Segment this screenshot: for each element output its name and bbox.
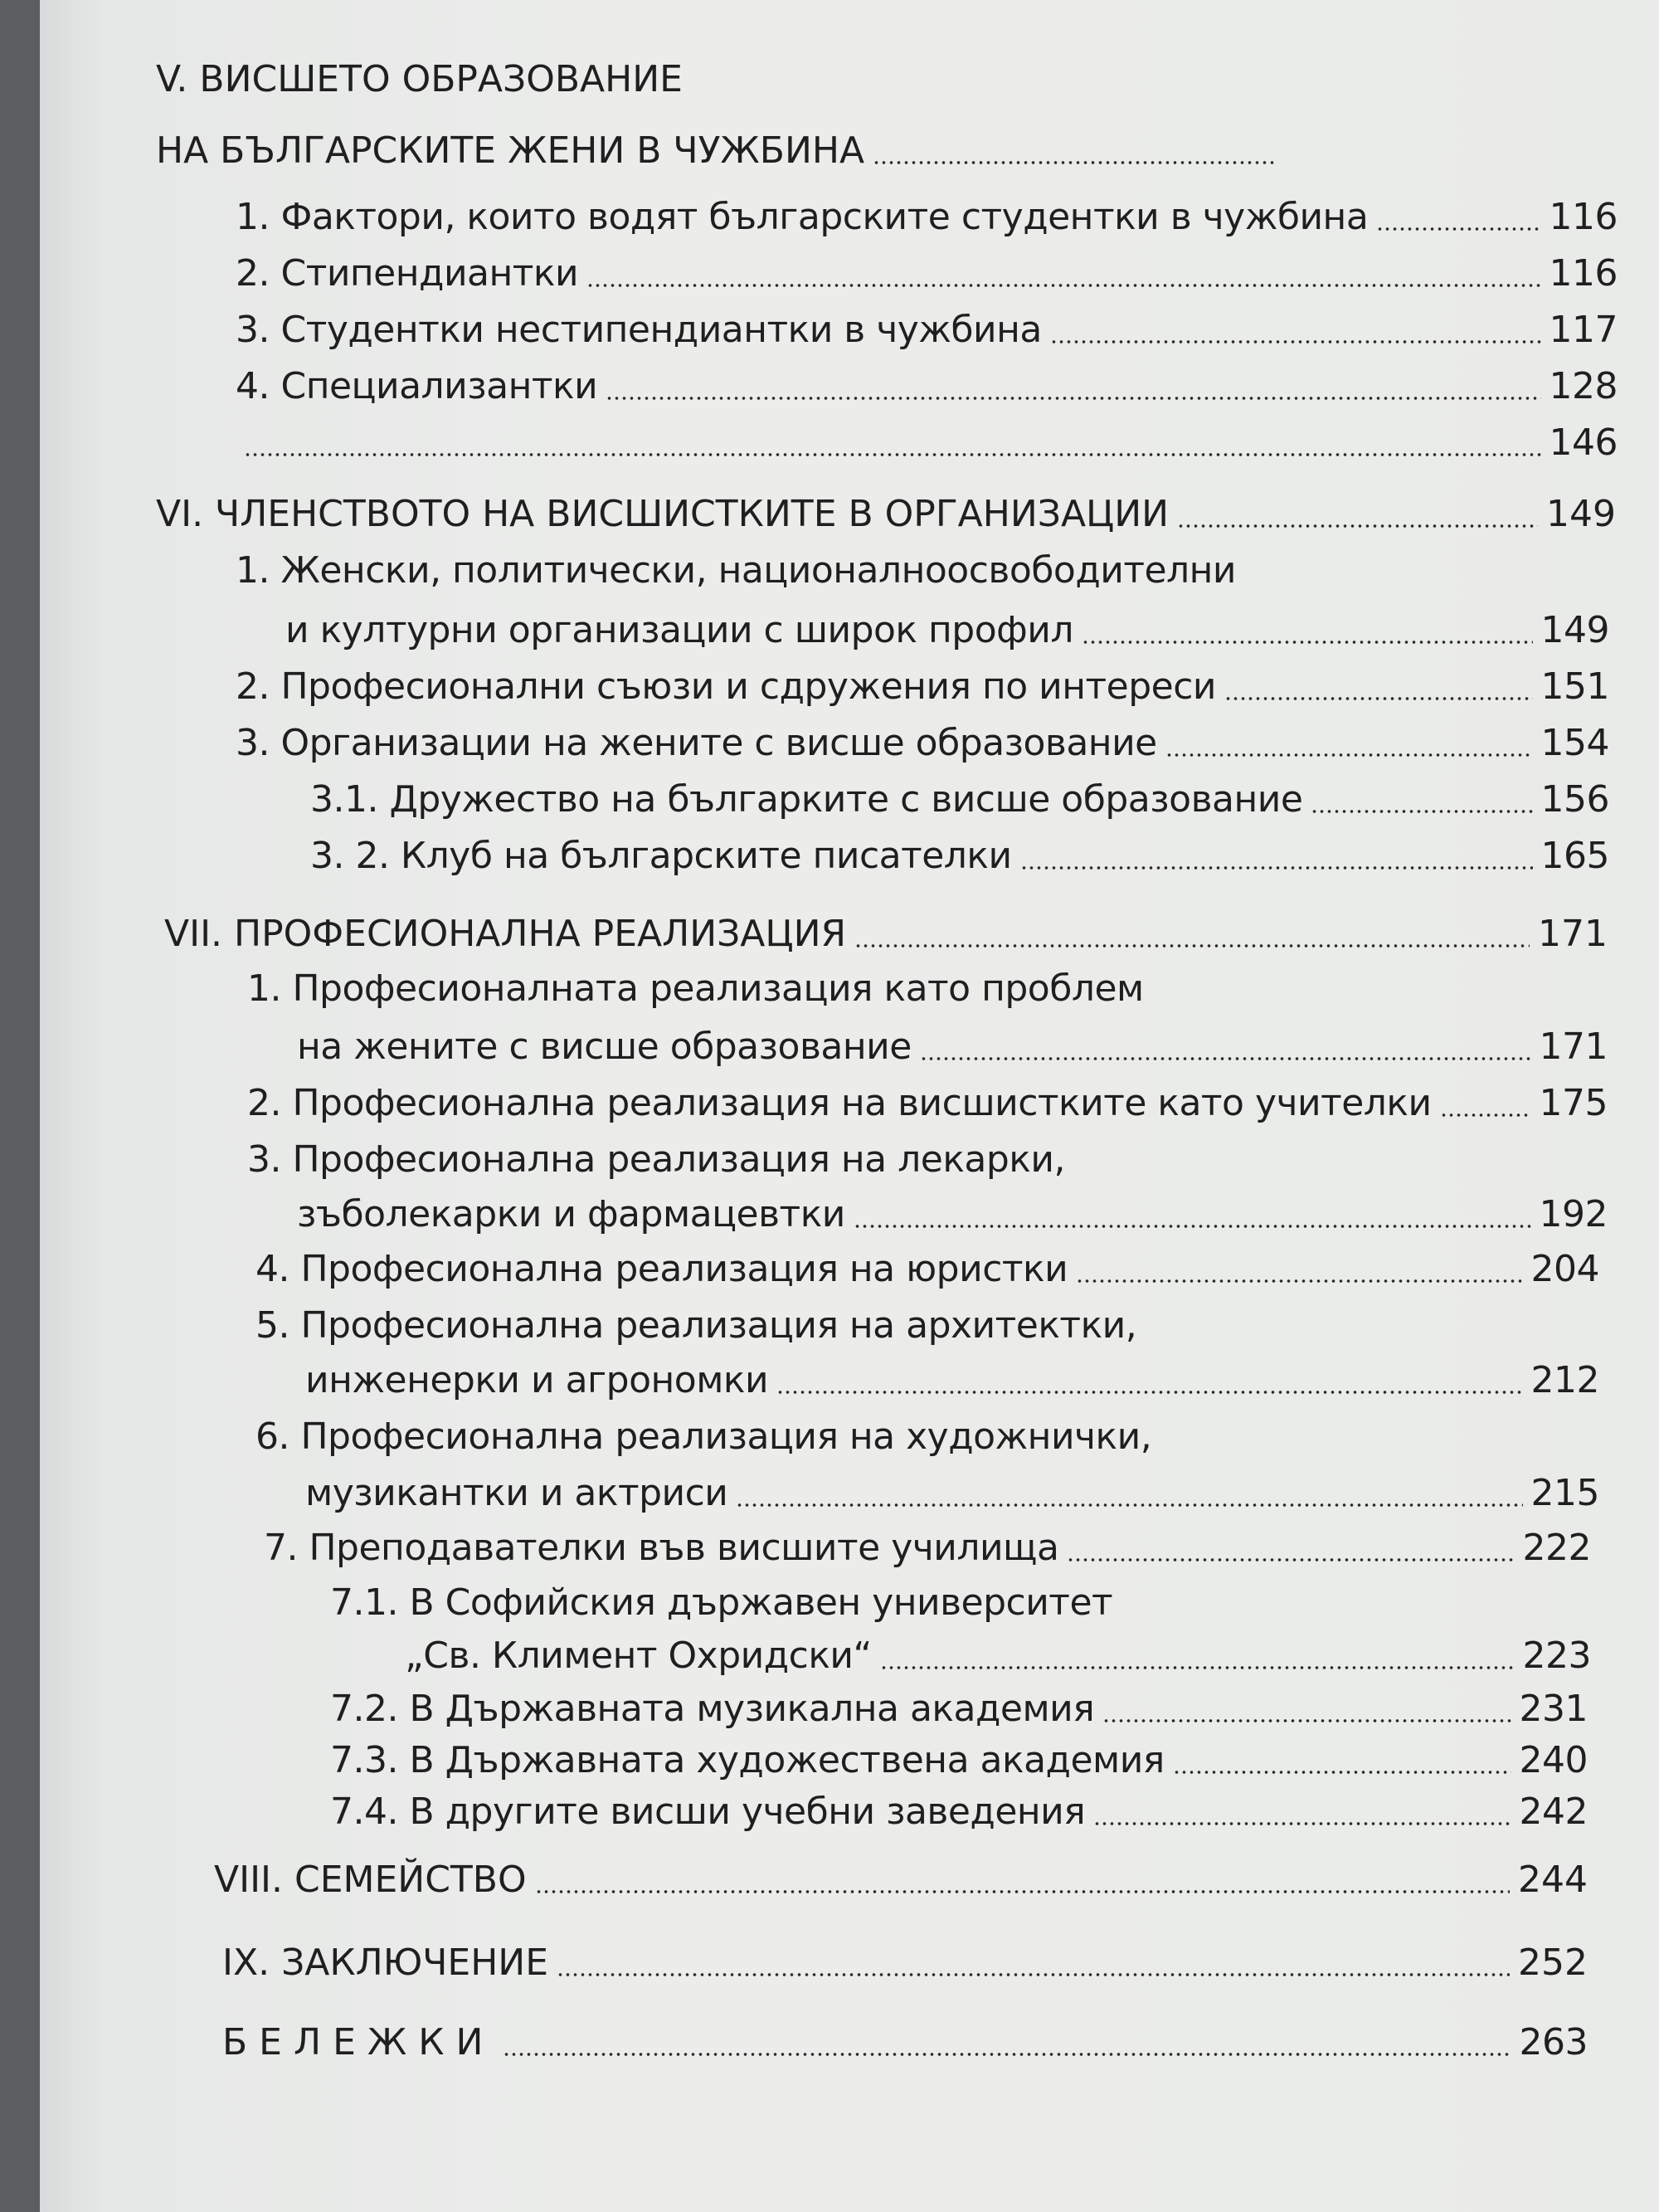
dot-leader [1177,524,1538,528]
toc-entry-trailing [236,418,1618,468]
toc-entry-label: 7.3. В Държавната художествена академия [330,1739,1165,1781]
toc-entry-label: 2. Професионална реализация на висшистките като учителки [247,1082,1432,1124]
toc-entry-page: 231 [1519,1688,1588,1730]
toc-entry-label: 3. Организации на жените с висше образование [236,722,1157,764]
dot-leader [606,397,1540,400]
dot-leader [557,1973,1510,1976]
dot-leader [736,1503,1522,1507]
table-of-contents [40,0,1659,2212]
toc-entry-page: 128 [1549,365,1618,407]
toc-subentry [310,831,1609,881]
toc-entry-page: 175 [1539,1082,1608,1124]
toc-entry-page: 215 [1530,1472,1599,1514]
dot-leader [503,2053,1511,2056]
toc-entry-line-1: 1. Женски, политически, националноосвободителни [236,549,1237,592]
chapter-7-title-text: VII. ПРОФЕСИОНАЛНА РЕАЛИЗАЦИЯ [164,913,847,955]
toc-entry-page: 204 [1530,1248,1599,1290]
notes-title-text: БЕЛЕЖКИ [222,2021,495,2063]
toc-entry [236,249,1618,299]
toc-entry-page: 151 [1540,665,1609,708]
chapter-7-title [164,909,1608,959]
toc-entry-label: „Св. Климент Охридски“ [405,1635,872,1677]
toc-entry [236,719,1609,768]
dot-leader [776,1391,1522,1394]
toc-entry-line-1: 5. Професионална реализация на архитектки, [255,1304,1137,1347]
toc-entry-label: 3. 2. Клуб на българските писателки [310,835,1012,877]
notes-page: 263 [1519,2021,1588,2063]
toc-entry-page: 117 [1549,309,1618,351]
dot-leader [1311,810,1532,813]
toc-entry-page: 154 [1540,722,1609,764]
toc-entry [305,1356,1599,1406]
toc-entry-page: 192 [1539,1193,1608,1235]
toc-entry [305,1469,1599,1518]
notes-title [222,2018,1588,2068]
chapter-8-page: 244 [1518,1859,1588,1901]
toc-entry-page: 116 [1549,196,1618,238]
toc-entry-label: 2. Професионални съюзи и сдружения по интереси [236,665,1217,708]
dot-leader [920,1057,1531,1060]
toc-entry [236,192,1618,242]
toc-entry-page: 165 [1540,835,1609,877]
toc-entry-line-1: 6. Професионална реализация на художнички, [255,1415,1152,1458]
chapter-6-title-text: VI. ЧЛЕНСТВОТО НА ВИСШИСТКИТЕ В ОРГАНИЗАЦИИ [156,493,1170,535]
dot-leader [1173,1771,1511,1774]
toc-entry-page: 116 [1549,252,1618,295]
toc-entry [236,662,1609,712]
toc-entry-label: музикантки и актриси [305,1472,728,1514]
dot-leader [1376,227,1540,231]
toc-entry-label: 4. Професионална реализация на юристки [255,1248,1068,1290]
dot-leader [1093,1822,1511,1825]
chapter-5-title-text: НА БЪЛГАРСКИТЕ ЖЕНИ В ЧУЖБИНА [156,129,865,172]
chapter-9-title [222,1938,1588,1988]
toc-entry-label: 3. Студентки нестипендиантки в чужбина [236,309,1042,351]
toc-entry [297,1022,1608,1072]
dot-leader [1050,340,1541,343]
toc-subentry [330,1684,1588,1734]
toc-entry-page: 156 [1540,778,1609,821]
chapter-8-title [214,1855,1588,1905]
chapter-6-title [156,490,1616,539]
book-page [40,0,1659,2212]
dot-leader [854,944,1530,948]
toc-entry-label: на жените с висше образование [297,1026,912,1068]
toc-subentry-line-1: 7.1. В Софийския държавен университет [330,1581,1113,1624]
dot-leader [1076,1279,1522,1283]
dot-leader [880,1666,1515,1669]
toc-entry-page: 242 [1519,1791,1588,1833]
toc-entry [236,362,1618,412]
toc-subentry [330,1736,1588,1786]
toc-entry-label: 4. Специализантки [236,365,598,407]
toc-entry [236,305,1618,355]
toc-entry-page: 223 [1522,1635,1591,1677]
toc-entry-label: зъболекарки и фармацевтки [297,1193,845,1235]
dot-leader [535,1890,1510,1893]
dot-leader [873,161,1276,164]
toc-entry [297,1190,1608,1240]
dot-leader [1165,753,1533,757]
toc-subentry [310,775,1609,825]
toc-entry-page: 222 [1522,1527,1591,1569]
toc-entry [247,1079,1608,1128]
chapter-9-page: 252 [1518,1942,1588,1984]
toc-entry-page: 212 [1530,1359,1599,1401]
toc-entry [255,1245,1599,1294]
dot-leader [1020,866,1533,870]
chapter-9-title-text: IX. ЗАКЛЮЧЕНИЕ [222,1942,548,1984]
toc-entry-page: 146 [1549,421,1618,464]
toc-entry-label: 7.2. В Държавната музикална академия [330,1688,1095,1730]
toc-entry-label: 1. Фактори, които водят българските студентки в чужбина [236,196,1369,238]
dot-leader [1102,1719,1511,1722]
dot-leader [586,284,1540,287]
dot-leader [1224,697,1533,700]
chapter-5-title-line-1: V. ВИСШЕТО ОБРАЗОВАНИЕ [156,58,683,100]
toc-entry-page: 240 [1519,1739,1588,1781]
toc-entry-label: и културни организации с широк профил [285,609,1073,651]
dot-leader [244,453,1541,456]
toc-entry-page: 149 [1540,609,1609,651]
toc-entry-page: 171 [1539,1026,1608,1068]
chapter-7-page: 171 [1538,913,1608,955]
dot-leader [1440,1113,1531,1117]
chapter-5-title-line-2 [156,126,1284,176]
chapter-6-page: 149 [1546,493,1616,535]
toc-subentry [405,1631,1591,1681]
toc-entry-line-1: 1. Професионалната реализация като проблем [247,967,1144,1010]
toc-entry-line-1: 3. Професионална реализация на лекарки, [247,1138,1065,1181]
toc-entry-label: 3.1. Дружество на българките с висше образование [310,778,1303,821]
dot-leader [1082,641,1533,644]
toc-entry-label: 2. Стипендиантки [236,252,579,295]
toc-entry-label: 7.4. В другите висши учебни заведения [330,1791,1086,1833]
toc-entry [264,1523,1591,1573]
dot-leader [854,1225,1531,1228]
toc-entry-label: 7. Преподавателки във висшите училища [264,1527,1059,1569]
toc-subentry [330,1787,1588,1837]
toc-entry-label: инженерки и агрономки [305,1359,769,1401]
chapter-8-title-text: VIII. СЕМЕЙСТВО [214,1859,527,1901]
dot-leader [1067,1558,1514,1562]
toc-entry [285,606,1609,655]
